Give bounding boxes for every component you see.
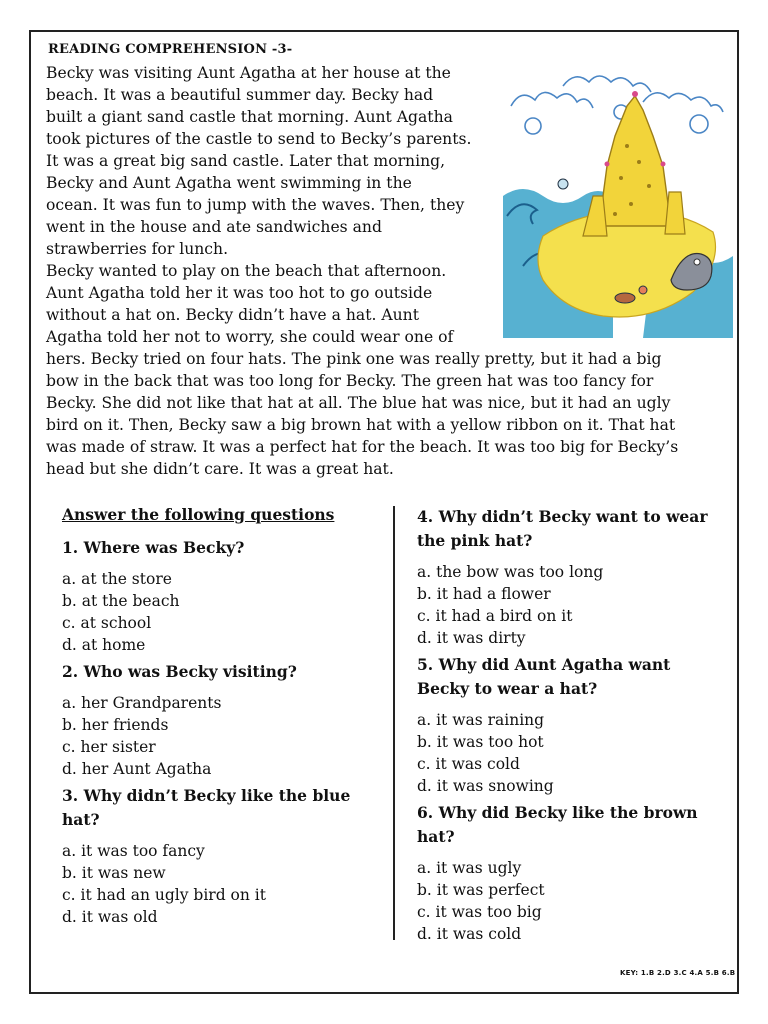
option-a[interactable]: a. the bow was too long — [417, 563, 604, 581]
option-d[interactable]: d. at home — [62, 636, 146, 654]
question-text: 4. Why didn’t Becky want to wear the pink hat? — [417, 507, 708, 550]
option-d[interactable]: d. her Aunt Agatha — [62, 760, 212, 778]
story-line: without a hat on. Becky didn’t have a hat. Aunt — [46, 306, 419, 324]
question-6 — [417, 801, 727, 945]
story-line: bird on it. Then, Becky saw a big brown hat with a yellow ribbon on it. That hat — [46, 416, 676, 434]
option-d[interactable]: d. it was dirty — [417, 629, 526, 647]
question-text: 2. Who was Becky visiting? — [62, 662, 297, 681]
story-line: beach. It was a beautiful summer day. Becky had — [46, 86, 434, 104]
options-list — [417, 561, 727, 649]
story-line: ocean. It was fun to jump with the waves. Then, they — [46, 196, 465, 214]
option-c[interactable]: c. it had a bird on it — [417, 607, 573, 625]
question-1 — [62, 536, 387, 656]
question-text: 1. Where was Becky? — [62, 538, 245, 557]
option-a[interactable]: a. it was raining — [417, 711, 545, 729]
options-list — [417, 857, 727, 945]
story-line: was made of straw. It was a perfect hat for the beach. It was too big for Becky’s — [46, 438, 679, 456]
option-c[interactable]: c. it was too big — [417, 903, 542, 921]
options-list — [62, 692, 387, 780]
questions-heading: Answer the following questions — [62, 505, 335, 524]
question-text: 6. Why did Becky like the brown hat? — [417, 803, 698, 846]
option-b[interactable]: b. at the beach — [62, 592, 180, 610]
answer-key: KEY: 1.B 2.D 3.C 4.A 5.B 6.B — [620, 969, 736, 977]
option-b[interactable]: b. it was new — [62, 864, 166, 882]
story-line: Aunt Agatha told her it was too hot to go outside — [46, 284, 433, 302]
story-line: head but she didn’t care. It was a great hat. — [46, 460, 394, 478]
option-c[interactable]: c. her sister — [62, 738, 156, 756]
story-line: It was a great big sand castle. Later that morning, — [46, 152, 446, 170]
question-text: 3. Why didn’t Becky like the blue hat? — [62, 786, 351, 829]
option-b[interactable]: b. it had a flower — [417, 585, 551, 603]
story-line: Becky. She did not like that hat at all. The blue hat was nice, but it had an ugly — [46, 394, 671, 412]
questions-left-column — [62, 505, 387, 932]
option-b[interactable]: b. it was perfect — [417, 881, 545, 899]
story-line: Becky and Aunt Agatha went swimming in the — [46, 174, 412, 192]
option-a[interactable]: a. it was ugly — [417, 859, 522, 877]
question-text: 5. Why did Aunt Agatha want Becky to wear a hat? — [417, 655, 671, 698]
story-line: strawberries for lunch. — [46, 240, 229, 258]
questions-right-column — [417, 505, 727, 949]
options-list — [62, 840, 387, 928]
question-5 — [417, 653, 727, 797]
story-line: went in the house and ate sandwiches and — [46, 218, 382, 236]
options-list — [417, 709, 727, 797]
option-c[interactable]: c. it had an ugly bird on it — [62, 886, 266, 904]
column-divider — [393, 506, 395, 940]
option-b[interactable]: b. it was too hot — [417, 733, 544, 751]
story-line: hers. Becky tried on four hats. The pink one was really pretty, but it had a big — [46, 350, 662, 368]
story-line: bow in the back that was too long for Becky. The green hat was too fancy for — [46, 372, 654, 390]
option-b[interactable]: b. her friends — [62, 716, 169, 734]
options-list — [62, 568, 387, 656]
option-a[interactable]: a. her Grandparents — [62, 694, 222, 712]
story-line: took pictures of the castle to send to Becky’s parents. — [46, 130, 472, 148]
story-line: built a giant sand castle that morning. Aunt Agatha — [46, 108, 453, 126]
option-c[interactable]: c. at school — [62, 614, 152, 632]
sand-castle-illustration — [503, 66, 733, 338]
story-line: Becky was visiting Aunt Agatha at her house at the — [46, 64, 451, 82]
option-d[interactable]: d. it was cold — [417, 925, 522, 943]
question-4 — [417, 505, 727, 649]
option-a[interactable]: a. it was too fancy — [62, 842, 205, 860]
option-a[interactable]: a. at the store — [62, 570, 172, 588]
question-3 — [62, 784, 387, 928]
option-d[interactable]: d. it was old — [62, 908, 158, 926]
option-d[interactable]: d. it was snowing — [417, 777, 554, 795]
story-line: Agatha told her not to worry, she could wear one of — [46, 328, 454, 346]
worksheet-title: READING COMPREHENSION -3- — [48, 42, 293, 57]
story-line: Becky wanted to play on the beach that afternoon. — [46, 262, 447, 280]
question-2 — [62, 660, 387, 780]
option-c[interactable]: c. it was cold — [417, 755, 520, 773]
